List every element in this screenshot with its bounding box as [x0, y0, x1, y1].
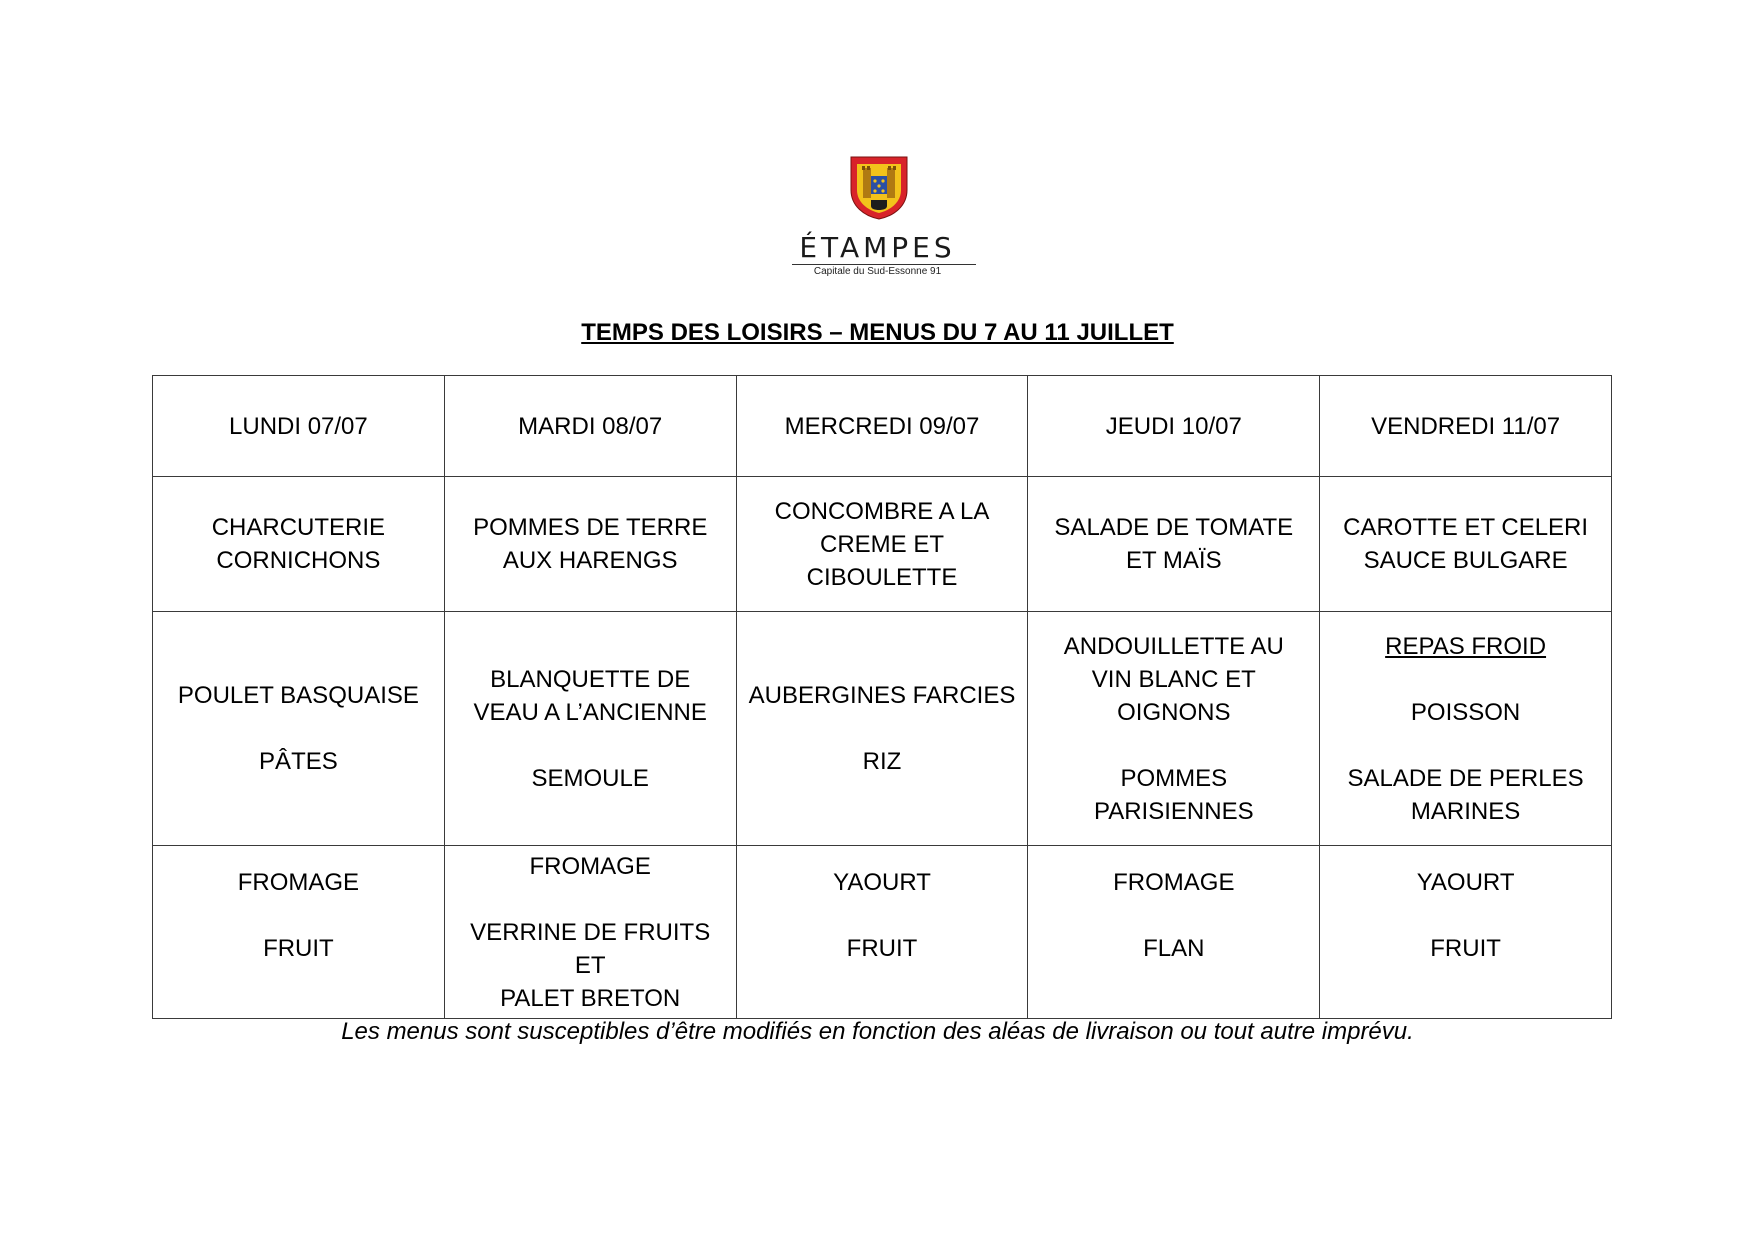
dessert-line: FRUIT	[1430, 935, 1501, 962]
dessert-cell	[153, 846, 445, 1019]
main-course-cell	[444, 612, 736, 846]
side-dish-line: MARINES	[1410, 797, 1521, 825]
dessert-line: FRUIT	[263, 935, 334, 962]
main-dish-line: AUBERGINES FARCIES	[748, 682, 1016, 709]
spacer	[1036, 899, 1311, 932]
spacer	[161, 899, 436, 932]
main-course-cell	[1028, 612, 1320, 846]
main-course-cell	[153, 612, 445, 846]
brand-tagline: Capitale du Sud-Essonne 91	[813, 266, 942, 277]
spacer	[745, 965, 1020, 998]
starter-cell	[1028, 477, 1320, 612]
starter-line: CIBOULETTE	[806, 563, 958, 591]
dessert-line: PALET BRETON	[500, 984, 681, 1012]
side-dish-line: SEMOULE	[531, 764, 649, 792]
dessert-line: FRUIT	[846, 935, 918, 962]
main-dish-line: BLANQUETTE DE	[490, 665, 691, 693]
spacer	[745, 899, 1020, 932]
spacer	[1328, 965, 1603, 998]
dairy-line: YAOURT	[833, 869, 931, 896]
spacer	[161, 965, 436, 998]
main-course-cell	[736, 612, 1028, 846]
day-label: JEUDI 10/07	[1105, 412, 1242, 440]
dessert-cell	[1028, 846, 1320, 1019]
starter-line: CONCOMBRE A LA	[774, 497, 990, 525]
starter-line: CHARCUTERIE	[211, 514, 386, 541]
day-label: MARDI 08/07	[518, 412, 663, 440]
side-dish-line: SALADE DE PERLES	[1347, 764, 1584, 792]
dessert-cell	[444, 846, 736, 1019]
day-header-cell	[1028, 376, 1320, 477]
main-dish-line: OIGNONS	[1117, 698, 1231, 726]
starter-line: SAUCE BULGARE	[1363, 547, 1568, 574]
page-title: TEMPS DES LOISIRS – MENUS DU 7 AU 11 JUILLET	[581, 319, 1174, 346]
coat-of-arms-icon	[850, 156, 908, 220]
main-dish-line: VIN BLANC ET	[1091, 665, 1256, 693]
dairy-line: YAOURT	[1416, 869, 1515, 896]
dairy-line: FROMAGE	[237, 869, 360, 896]
starter-line: POMMES DE TERRE	[473, 514, 708, 541]
main-course-row	[153, 612, 1612, 846]
day-label: LUNDI 07/07	[229, 412, 368, 440]
spacer	[1036, 729, 1311, 762]
spacer	[1036, 965, 1311, 998]
disclaimer-note: Les menus sont susceptibles d’être modifiés en fonction des aléas de livraison ou tout autre imprévu.	[341, 1018, 1414, 1045]
starter-cell	[444, 477, 736, 612]
spacer	[161, 712, 436, 745]
starter-line: CORNICHONS	[216, 547, 381, 574]
spacer	[1328, 899, 1603, 932]
menu-table	[152, 375, 1612, 1019]
starter-line: CAROTTE ET CELERI	[1343, 514, 1589, 541]
day-header-row	[153, 376, 1612, 477]
day-header-cell	[444, 376, 736, 477]
starter-line: AUX HARENGS	[502, 547, 678, 574]
main-dish-line: VEAU A L’ANCIENNE	[473, 698, 707, 726]
side-dish-line: RIZ	[862, 748, 902, 775]
day-label: VENDREDI 11/07	[1371, 412, 1561, 440]
dessert-line: VERRINE DE FRUITS ET	[470, 918, 711, 979]
spacer	[1328, 729, 1603, 762]
day-header-cell	[736, 376, 1028, 477]
brand-name: ÉTAMPES	[799, 231, 956, 264]
dessert-row	[153, 846, 1612, 1019]
dessert-line: FLAN	[1143, 935, 1205, 962]
day-header-cell	[1320, 376, 1612, 477]
main-course-cell	[1320, 612, 1612, 846]
spacer	[453, 729, 728, 762]
starter-line: SALADE DE TOMATE	[1054, 514, 1294, 541]
spacer	[453, 883, 728, 916]
starter-cell	[1320, 477, 1612, 612]
main-dish-line: ANDOUILLETTE AU	[1063, 632, 1284, 660]
main-dish-line: POULET BASQUAISE	[177, 682, 419, 709]
day-label: MERCREDI 09/07	[784, 412, 980, 440]
starter-row	[153, 477, 1612, 612]
side-dish-line: PARISIENNES	[1093, 797, 1254, 825]
dessert-cell	[1320, 846, 1612, 1019]
starter-line: CREME ET	[819, 530, 944, 558]
main-dish-line: POISSON	[1410, 698, 1521, 726]
day-header-cell	[153, 376, 445, 477]
side-dish-line: POMMES	[1120, 764, 1228, 792]
brand-divider	[792, 264, 976, 265]
spacer	[1328, 663, 1603, 696]
side-dish-line: PÂTES	[259, 748, 338, 775]
starter-line: ET MAÏS	[1126, 547, 1222, 574]
dessert-cell	[736, 846, 1028, 1019]
starter-cell	[153, 477, 445, 612]
dairy-line: FROMAGE	[1113, 869, 1235, 896]
spacer	[745, 712, 1020, 745]
starter-cell	[736, 477, 1028, 612]
dairy-line: FROMAGE	[529, 852, 651, 880]
cold-meal-note: REPAS FROID	[1385, 632, 1547, 660]
